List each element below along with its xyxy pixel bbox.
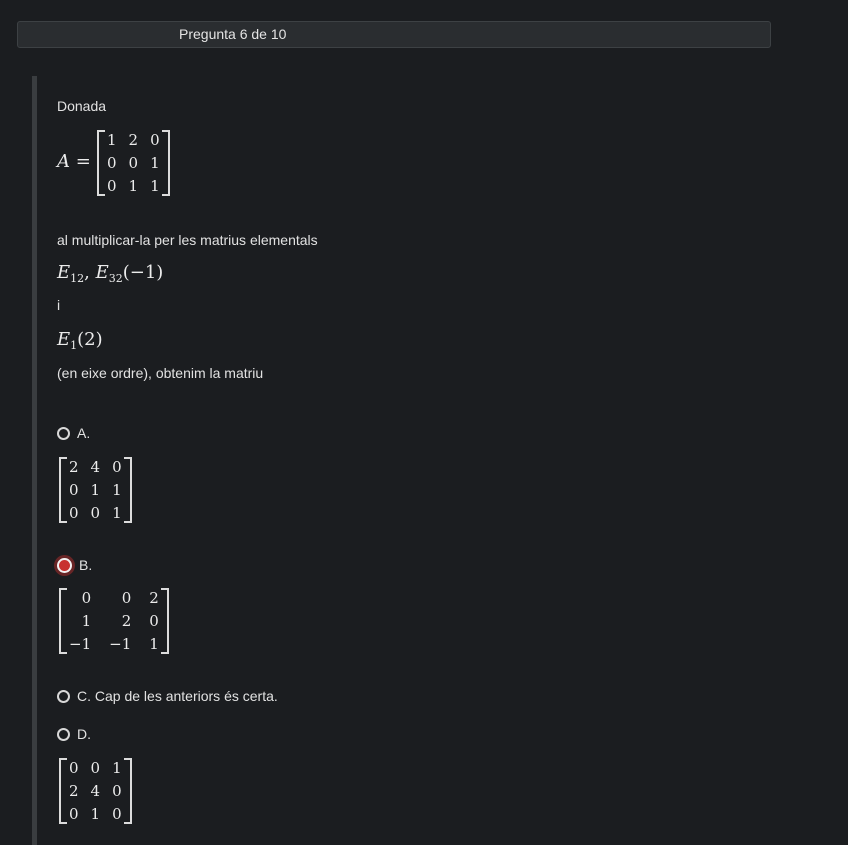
question-counter: Pregunta 6 de 10 — [179, 26, 287, 42]
e1-argument: (2) — [77, 329, 103, 350]
matrix-a-left-bracket — [97, 130, 105, 196]
option-d[interactable] — [57, 726, 91, 742]
elementals-separator: , — [84, 262, 96, 283]
matrix-cell: 1 — [150, 177, 160, 195]
option-d-right-bracket — [124, 758, 132, 824]
matrix-cell: 0 — [69, 504, 79, 522]
option-d-radio[interactable] — [57, 728, 70, 741]
question-text-1: al multiplicar-la per les matrius elementals — [57, 232, 318, 248]
option-d-left-bracket — [59, 758, 67, 824]
matrix-cell: 1 — [107, 131, 117, 149]
matrix-cell: 1 — [90, 481, 101, 499]
matrix-a-lhs — [57, 151, 91, 172]
option-d-matrix — [59, 758, 132, 824]
option-b-right-bracket — [161, 588, 169, 654]
matrix-cell: 0 — [150, 131, 160, 149]
question-intro: Donada — [57, 98, 107, 114]
e32-symbol: E — [95, 262, 109, 283]
option-c-label[interactable]: C. Cap de les anteriors és certa. — [77, 688, 278, 704]
option-a-matrix — [59, 457, 132, 523]
connector-text: i — [57, 297, 61, 313]
question-header — [17, 21, 771, 48]
matrix-a-right-bracket — [162, 130, 170, 196]
e32-argument: (−1) — [122, 262, 164, 283]
option-a-left-bracket — [59, 457, 67, 523]
matrix-cell: 1 — [128, 177, 139, 195]
question-text-2: (en eixe ordre), obtenim la matriu — [57, 365, 264, 381]
matrix-cell: 1 — [149, 635, 159, 653]
matrix-cell: 1 — [112, 759, 122, 777]
matrix-cell: 0 — [121, 589, 132, 607]
matrix-cell: 2 — [121, 612, 132, 630]
matrix-cell: 2 — [128, 131, 139, 149]
option-d-grid — [67, 758, 124, 824]
matrix-cell: 1 — [150, 154, 160, 172]
option-a-right-bracket — [124, 457, 132, 523]
matrix-cell: 2 — [69, 782, 79, 800]
matrix-cell: 0 — [112, 782, 122, 800]
matrix-cell: 0 — [69, 805, 79, 823]
matrix-cell: 2 — [149, 589, 159, 607]
e1-symbol: E — [57, 329, 71, 350]
elementals-e1 — [57, 329, 103, 352]
option-a[interactable] — [57, 425, 90, 441]
option-b-label[interactable]: B. — [79, 557, 93, 573]
matrix-a-grid — [105, 130, 162, 196]
matrix-cell: 0 — [107, 177, 117, 195]
option-a-radio[interactable] — [57, 427, 70, 440]
matrix-a — [97, 130, 170, 196]
matrix-cell: 0 — [69, 759, 79, 777]
matrix-cell: 0 — [112, 805, 122, 823]
matrix-a-lhs-text: A = — [57, 151, 91, 172]
matrix-cell: 4 — [90, 458, 101, 476]
matrix-cell: 0 — [81, 589, 92, 607]
matrix-cell: 0 — [149, 612, 159, 630]
option-d-label[interactable]: D. — [77, 726, 91, 742]
question-panel-border — [32, 76, 37, 845]
matrix-cell: 0 — [112, 458, 122, 476]
matrix-cell: 0 — [128, 154, 139, 172]
e32-subscript: 32 — [108, 272, 123, 285]
elementals-e12-e32 — [57, 262, 163, 285]
matrix-cell: −1 — [69, 635, 92, 653]
option-b-radio-selected[interactable] — [57, 558, 72, 573]
matrix-cell: 0 — [90, 759, 101, 777]
option-c-radio[interactable] — [57, 690, 70, 703]
matrix-cell: 0 — [90, 504, 101, 522]
matrix-cell: 1 — [81, 612, 92, 630]
matrix-cell: 1 — [112, 481, 122, 499]
option-a-label[interactable]: A. — [77, 425, 91, 441]
matrix-cell: 0 — [69, 481, 79, 499]
matrix-cell: −1 — [109, 635, 132, 653]
matrix-cell: 2 — [69, 458, 79, 476]
matrix-cell: 4 — [90, 782, 101, 800]
option-b[interactable] — [57, 557, 92, 573]
e12-symbol: E — [57, 262, 71, 283]
matrix-cell: 1 — [90, 805, 101, 823]
option-b-matrix — [59, 588, 169, 654]
option-b-grid — [67, 588, 161, 654]
option-c[interactable] — [57, 688, 278, 704]
e1-subscript: 1 — [70, 339, 78, 352]
matrix-cell: 0 — [107, 154, 117, 172]
e12-subscript: 12 — [70, 272, 85, 285]
option-b-left-bracket — [59, 588, 67, 654]
matrix-cell: 1 — [112, 504, 122, 522]
option-a-grid — [67, 457, 124, 523]
